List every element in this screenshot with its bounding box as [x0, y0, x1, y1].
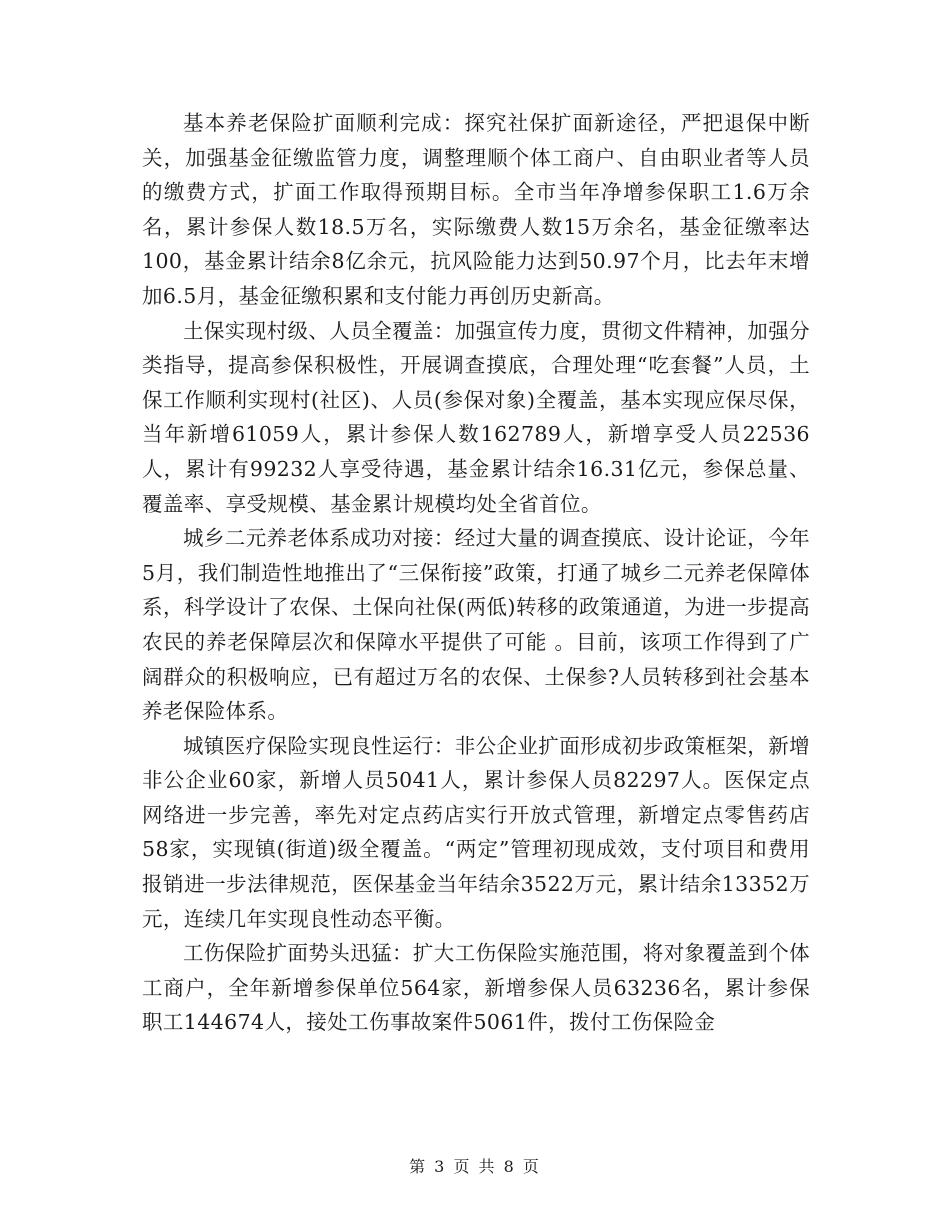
paragraph-urban-rural-pension: 城乡二元养老体系成功对接：经过大量的调查摸底、设计论证，今年5月，我们制造性地推出了“三保衔接”政策，打通了城乡二元养老保障体系，科学设计了农保、土保向社保(两低)转移的政策通道，为进一步提高农民的养老保障层次和保障水平提供了可能 。目前，该项工作得到了广阔群众的积极响应，已有超过万名的农保、土保参?人员转移到社会基本养老保险体系。	[142, 526, 810, 724]
page-number-footer: 第 3 页 共 8 页	[409, 1157, 541, 1176]
document-body	[142, 106, 810, 1040]
paragraph-work-injury-insurance: 工伤保险扩面势头迅猛：扩大工伤保险实施范围，将对象覆盖到个体工商户，全年新增参保单位564家，新增参保人员63236名，累计参保职工144674人，接处工伤事故案件5061件，拨付工伤保险金	[142, 941, 810, 1035]
paragraph-medical-insurance: 城镇医疗保险实现良性运行：非公企业扩面形成初步政策框架，新增非公企业60家，新增人员5041人，累计参保人员82297人。医保定点网络进一步完善，率先对定点药店实行开放式管理，新增定点零售药店58家，实现镇(街道)级全覆盖。“两定”管理初现成效，支付项目和费用报销进一步法律规范，医保基金当年结余3522万元，累计结余13352万元，连续几年实现良性动态平衡。	[142, 733, 810, 931]
paragraph-pension-expansion: 基本养老保险扩面顺利完成：探究社保扩面新途径，严把退保中断关，加强基金征缴监管力度，调整理顺个体工商户、自由职业者等人员的缴费方式，扩面工作取得预期目标。全市当年净增参保职工1.6万余名，累计参保人数18.5万名，实际缴费人数15万余名，基金征缴率达100，基金累计结余8亿余元，抗风险能力达到50.97个月，比去年末增加6.5月，基金征缴积累和支付能力再创历史新高。	[142, 111, 810, 308]
paragraph-land-insurance: 土保实现村级、人员全覆盖：加强宣传力度，贯彻文件精神，加强分类指导，提高参保积极性，开展调查摸底，合理处理“吃套餐”人员，土保工作顺利实现村(社区)、人员(参保对象)全覆盖，基本实现应保尽保，当年新增61059人，累计参保人数162789人，新增享受人员22536人，累计有99232人享受待遇，基金累计结余16.31亿元，参保总量、覆盖率、享受规模、基金累计规模均处全省首位。	[142, 318, 810, 516]
